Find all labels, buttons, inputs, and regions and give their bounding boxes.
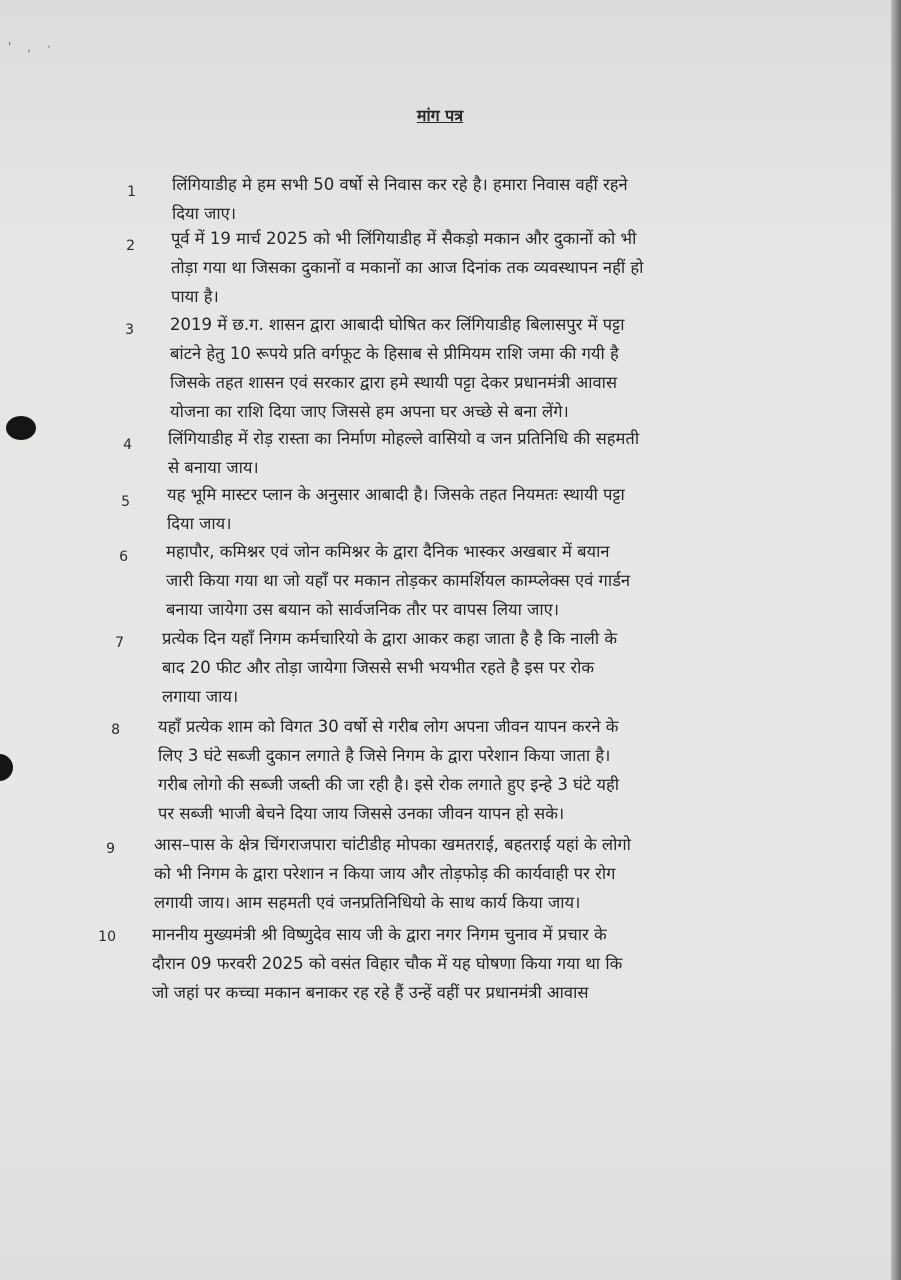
punch-hole [0,754,13,781]
item-line: बनाया जायेगा उस बयान को सार्वजनिक तौर पर वापस लिया जाए। [166,600,560,619]
item-line: बाद 20 फीट और तोड़ा जायेगा जिससे सभी भयभीत रहते है इस पर रोक [162,658,595,677]
page-edge-shadow [891,0,901,1280]
item-line: 2019 में छ.ग. शासन द्वारा आबादी घोषित कर लिंगियाडीह बिलासपुर में पट्टा [170,315,625,334]
item-line: यह भूमि मास्टर प्लान के अनुसार आबादी है। जिसके तहत नियमतः स्थायी पट्टा [167,485,625,504]
item-line: जो जहां पर कच्चा मकान बनाकर रह रहे हैं उन्हें वहीं पर प्रधानमंत्री आवास [152,983,589,1002]
item-number: 5 [121,494,130,510]
item-line: पाया है। [171,287,219,306]
item-line: बांटने हेतु 10 रूपये प्रति वर्गफूट के हिसाब से प्रीमियम राशि जमा की गयी है [170,344,619,363]
item-text [154,830,758,917]
item-line: गरीब लोगो की सब्जी जब्ती की जा रही है। इसे रोक लगाते हुए इन्हे 3 घंटे यही [158,775,619,794]
item-line: दिया जाय। [167,514,232,533]
item-number: 10 [98,929,116,945]
item-line: जिसके तहत शासन एवं सरकार द्वारा हमे स्थायी पट्टा देकर प्रधानमंत्री आवास [170,373,618,392]
item-text [166,537,758,624]
item-text [167,480,757,538]
punch-hole [6,416,36,440]
item-text [152,920,760,1007]
item-number: 1 [127,184,136,200]
item-number: 7 [115,635,124,651]
item-line: जारी किया गया था जो यहाँ पर मकान तोड़कर कामर्शियल काम्प्लेक्स एवं गार्डन [166,571,631,590]
item-number: 4 [123,437,132,453]
item-number: 2 [126,238,135,254]
item-number: 9 [106,841,115,857]
item-text [158,712,758,828]
item-line: यहाँ प्रत्येक शाम को विगत 30 वर्षो से गरीब लोग अपना जीवन यापन करने के [158,717,619,736]
item-number: 6 [119,549,128,565]
item-line: दिया जाए। [172,204,237,223]
item-text [168,424,758,482]
item-text [170,310,760,426]
item-number: 3 [125,322,134,338]
item-line: से बनाया जाय। [168,458,259,477]
paper-marks: ' , · [8,40,57,54]
item-line: तोड़ा गया था जिसका दुकानों व मकानों का आज दिनांक तक व्यवस्थापन नहीं हो [171,258,644,277]
document-title: मांग पत्र [416,106,464,125]
item-line: पर सब्जी भाजी बेचने दिया जाय जिससे उनका जीवन यापन हो सके। [158,804,565,823]
item-line: दौरान 09 फरवरी 2025 को वसंत विहार चौक में यह घोषणा किया गया था कि [152,954,623,973]
item-text [162,624,758,711]
item-text [172,170,756,228]
item-line: आस–पास के क्षेत्र चिंगराजपारा चांटीडीह मोपका खमतराई, बहतराई यहां के लोगो [154,835,631,854]
item-line: लिंगियाडीह में रोड़ रास्ता का निर्माण मोहल्ले वासियो व जन प्रतिनिधि की सहमती [168,429,640,448]
item-line: माननीय मुख्यमंत्री श्री विष्णुदेव साय जी के द्वारा नगर निगम चुनाव में प्रचार के [152,925,607,944]
item-line: लिए 3 घंटे सब्जी दुकान लगाते है जिसे निगम के द्वारा परेशान किया जाता है। [158,746,611,765]
item-line: प्रत्येक दिन यहाँ निगम कर्मचारियो के द्वारा आकर कहा जाता है है कि नाली के [162,629,618,648]
item-number: 8 [111,722,120,738]
item-line: को भी निगम के द्वारा परेशान न किया जाय और तोड़फोड़ की कार्यवाही पर रोग [154,864,616,883]
item-line: पूर्व में 19 मार्च 2025 को भी लिंगियाडीह में सैकड़ो मकान और दुकानों को भी [171,229,637,248]
item-line: महापौर, कमिश्नर एवं जोन कमिश्नर के द्वारा दैनिक भास्कर अखबार में बयान [166,542,610,561]
item-line: लिंगियाडीह मे हम सभी 50 वर्षो से निवास कर रहे है। हमारा निवास वहीं रहने [172,175,628,194]
item-line: लगाया जाय। [162,687,239,706]
item-text [171,224,756,311]
item-line: योजना का राशि दिया जाए जिससे हम अपना घर अच्छे से बना लेंगे। [170,402,569,421]
item-line: लगायी जाय। आम सहमती एवं जनप्रतिनिधियो के साथ कार्य किया जाय। [154,893,581,912]
